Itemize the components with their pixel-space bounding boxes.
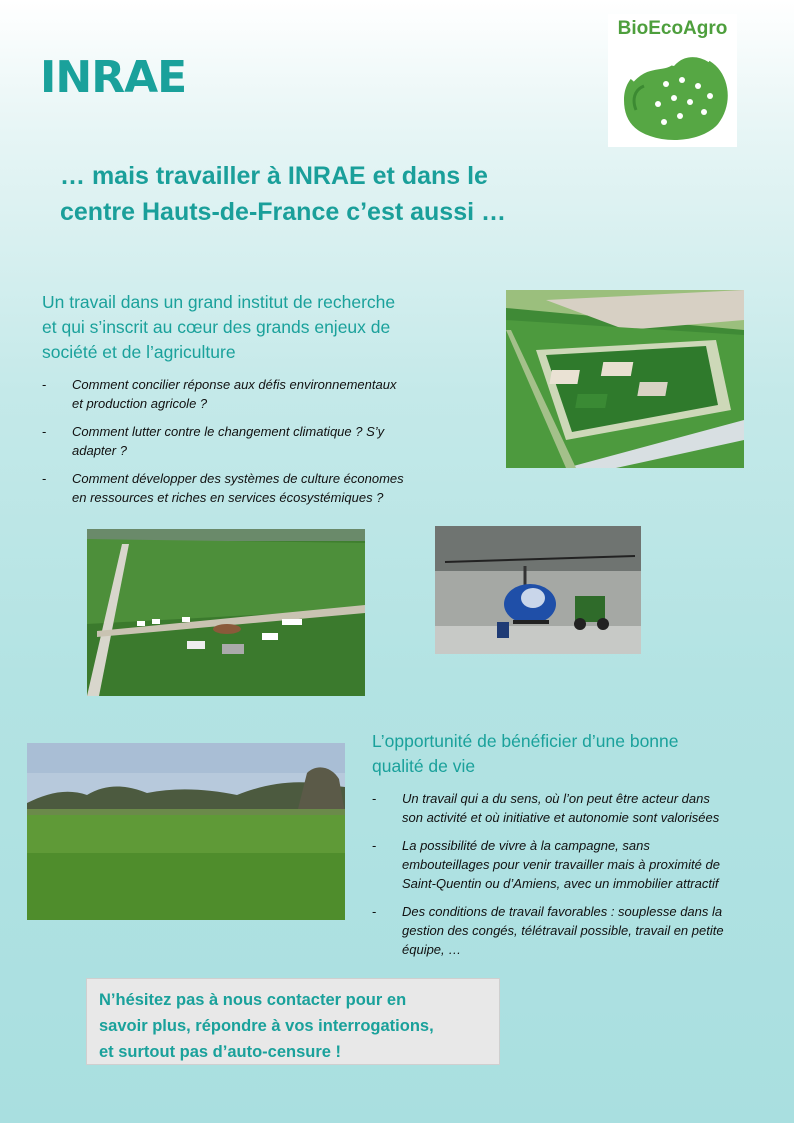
list-item: [372, 836, 772, 893]
bioecoagro-logo-text: BioEcoAgro: [617, 18, 728, 39]
list-item-line: équipe, …: [402, 942, 462, 957]
list-item-line: - La possibilité de vivre à la campagne, sans: [402, 838, 650, 853]
research-question-list: [42, 375, 482, 507]
contact-callout-text: [99, 987, 499, 1065]
list-item-line: adapter ?: [72, 443, 127, 458]
section-title-line: L’opportunité de bénéficier d’une bonne: [372, 731, 679, 751]
list-item-line: - Comment développer des systèmes de culture économes: [72, 471, 404, 486]
list-item: [42, 375, 482, 413]
list-item: [372, 789, 772, 827]
list-item-line: en ressources et riches en services écosystémiques ?: [72, 490, 384, 505]
section-quality-of-life: [372, 729, 772, 968]
contact-callout-line: et surtout pas d’auto-censure !: [99, 1043, 342, 1061]
list-item-line: - Comment concilier réponse aux défis environnementaux: [72, 377, 397, 392]
list-item-line: Saint-Quentin ou d’Amiens, avec un immobilier attractif: [402, 876, 719, 891]
bioecoagro-map-icon: [614, 40, 734, 146]
section-title-line: Un travail dans un grand institut de recherche: [42, 292, 396, 312]
list-item-line: - Comment lutter contre le changement climatique ? S’y: [72, 424, 385, 439]
list-item-line: gestion des congés, télétravail possible, travail en petite: [402, 923, 724, 938]
list-item-line: embouteillages pour venir travailler mais à proximité de: [402, 857, 720, 872]
contact-callout: [86, 978, 500, 1065]
section-title: [42, 290, 482, 365]
quality-of-life-list: [372, 789, 772, 959]
section-research: [42, 290, 482, 516]
list-item: [372, 902, 772, 959]
helicopter-hangar-photo: [435, 526, 641, 654]
list-item-line: son activité et où initiative et autonomie sont valorisées: [402, 810, 720, 825]
list-item-line: et production agricole ?: [72, 396, 208, 411]
list-item: [42, 422, 482, 460]
contact-callout-line: N’hésitez pas à nous contacter pour en: [99, 991, 407, 1009]
countryside-photo: [27, 743, 345, 920]
section-title: [372, 729, 772, 779]
field-trial-photo: [87, 529, 365, 696]
page-title-line: centre Hauts-de-France c’est aussi …: [60, 198, 506, 226]
list-item: [42, 469, 482, 507]
list-item-line: - Un travail qui a du sens, où l’on peut être acteur dans: [402, 791, 710, 806]
list-item-line: - Des conditions de travail favorables : souplesse dans la: [402, 904, 723, 919]
section-title-line: qualité de vie: [372, 756, 476, 776]
page-title: [60, 158, 620, 230]
section-title-line: et qui s’inscrit au cœur des grands enjeux de: [42, 317, 391, 337]
bioecoagro-logo: [608, 14, 737, 147]
page-title-line: … mais travailler à INRAE et dans le: [60, 162, 488, 190]
aerial-plots-photo: [506, 290, 744, 468]
inrae-logo: INRAE: [40, 52, 187, 103]
section-title-line: société et de l’agriculture: [42, 342, 236, 362]
contact-callout-line: savoir plus, répondre à vos interrogations,: [99, 1017, 434, 1035]
